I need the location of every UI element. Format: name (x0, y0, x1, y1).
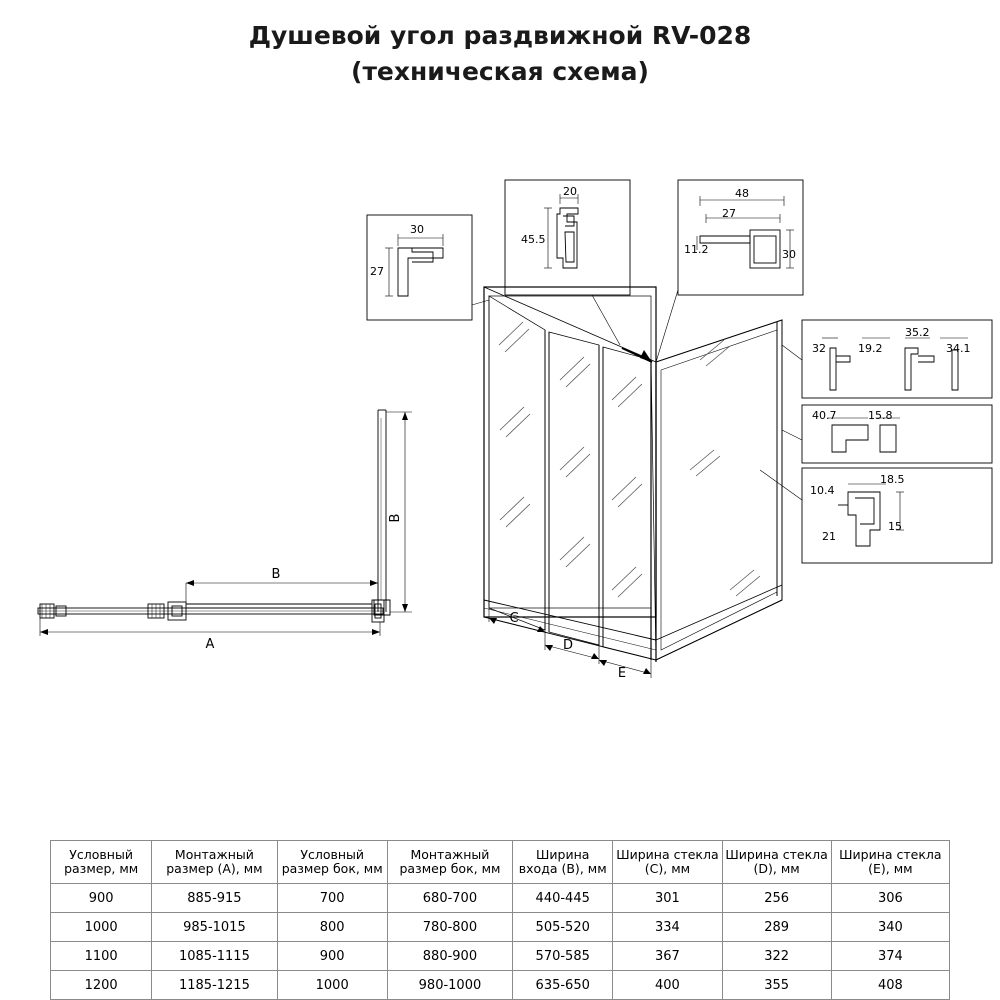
table-row (51, 942, 950, 971)
table-cell: 1000 (51, 913, 152, 942)
table-cell: 635-650 (513, 971, 613, 1000)
table-cell: 570-585 (513, 942, 613, 971)
table-cell: 289 (722, 913, 831, 942)
svg-text:10.4: 10.4 (810, 484, 835, 497)
table-cell: 322 (722, 942, 831, 971)
dim-c: C (509, 611, 519, 626)
table-row (51, 884, 950, 913)
table-cell: 367 (613, 942, 722, 971)
table-header-cell: Ширина стекла (E), мм (831, 841, 949, 884)
table-cell: 885-915 (152, 884, 277, 913)
table-cell: 900 (277, 942, 387, 971)
svg-text:48: 48 (735, 187, 749, 200)
table-cell: 408 (831, 971, 949, 1000)
dim-e: E (617, 666, 627, 681)
table-header-cell: Ширина входа (B), мм (513, 841, 613, 884)
svg-text:18.5: 18.5 (880, 473, 905, 486)
page-title-line1: Душевой угол раздвижной RV-028 (248, 21, 752, 50)
svg-text:15.8: 15.8 (868, 409, 893, 422)
table-cell: 334 (613, 913, 722, 942)
svg-text:11.2: 11.2 (684, 243, 709, 256)
table-cell: 1000 (277, 971, 387, 1000)
svg-text:19.2: 19.2 (858, 342, 883, 355)
table-header-cell: Монтажный размер (A), мм (152, 841, 277, 884)
table-cell: 780-800 (387, 913, 512, 942)
dim-d: D (562, 638, 574, 653)
table-cell: 880-900 (387, 942, 512, 971)
table-cell: 256 (722, 884, 831, 913)
table-row (51, 913, 950, 942)
table-cell: 1100 (51, 942, 152, 971)
table-cell: 800 (277, 913, 387, 942)
svg-text:35.2: 35.2 (905, 326, 930, 339)
table-header-cell: Условный размер, мм (51, 841, 152, 884)
table-cell: 355 (722, 971, 831, 1000)
svg-text:45.5: 45.5 (521, 233, 546, 246)
svg-text:20: 20 (563, 185, 577, 198)
svg-text:32: 32 (812, 342, 826, 355)
table-cell: 505-520 (513, 913, 613, 942)
svg-text:15: 15 (888, 520, 902, 533)
svg-text:34.1: 34.1 (946, 342, 971, 355)
svg-text:30: 30 (782, 248, 796, 261)
table-cell: 301 (613, 884, 722, 913)
detail-label-27: 27 (370, 265, 384, 278)
table-cell: 980-1000 (387, 971, 512, 1000)
table-cell: 400 (613, 971, 722, 1000)
table-header-cell: Ширина стекла (D), мм (722, 841, 831, 884)
page-title-line2: (техническая схема) (351, 57, 649, 86)
svg-text:21: 21 (822, 530, 836, 543)
dim-b-side: B (388, 513, 403, 523)
table-cell: 900 (51, 884, 152, 913)
table-cell: 440-445 (513, 884, 613, 913)
dim-a-plan: A (205, 637, 215, 652)
table-cell: 1185-1215 (152, 971, 277, 1000)
svg-text:27: 27 (722, 207, 736, 220)
table-cell: 340 (831, 913, 949, 942)
table-cell: 985-1015 (152, 913, 277, 942)
table-cell: 306 (831, 884, 949, 913)
table-cell: 1085-1115 (152, 942, 277, 971)
detail-label-30: 30 (410, 223, 424, 236)
table-header-cell: Ширина стекла (C), мм (613, 841, 722, 884)
table-cell: 374 (831, 942, 949, 971)
table-header-row (51, 841, 950, 884)
table-header-cell: Монтажный размер бок, мм (387, 841, 512, 884)
svg-text:40.7: 40.7 (812, 409, 837, 422)
table-cell: 700 (277, 884, 387, 913)
table-row (51, 971, 950, 1000)
table-header-cell: Условный размер бок, мм (277, 841, 387, 884)
dim-b-plan: B (271, 567, 281, 582)
table-cell: 680-700 (387, 884, 512, 913)
specification-table (50, 840, 950, 1000)
table-cell: 1200 (51, 971, 152, 1000)
